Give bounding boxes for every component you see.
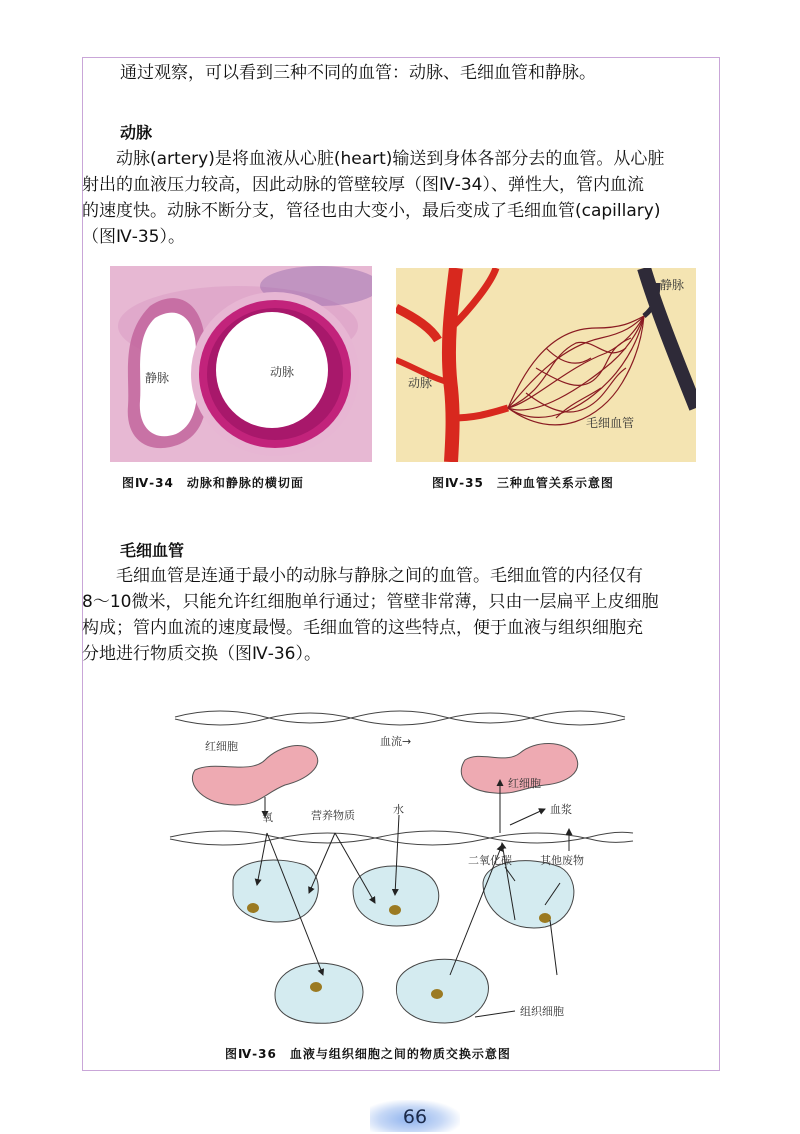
- text-line: 的速度快。动脉不断分支，管径也由大变小，最后变成了毛细血管(capillary): [82, 201, 661, 221]
- figure-36-caption: 图Ⅳ-36 血液与组织细胞之间的物质交换示意图: [225, 1047, 511, 1061]
- label-artery: 动脉: [270, 365, 295, 379]
- label-flow: 血流→: [380, 735, 412, 748]
- text-line: 动脉(artery)是将血液从心脏(heart)输送到身体各部分去的血管。从心脏: [82, 149, 665, 169]
- text-line: 毛细血管是连通于最小的动脉与静脉之间的血管。毛细血管的内径仅有: [82, 566, 643, 586]
- figure-34-caption: 图Ⅳ-34 动脉和静脉的横切面: [122, 476, 304, 490]
- page-number: 66: [370, 1100, 460, 1132]
- capillary-paragraph: [82, 563, 722, 667]
- text-line: 8～10微米，只能允许红细胞单行通过；管壁非常薄，只由一层扁平上皮细胞: [82, 592, 659, 612]
- text-line: 分地进行物质交换（图Ⅳ-36）。: [82, 644, 321, 664]
- figure-36-diagram: [165, 705, 640, 1035]
- intro-paragraph: 通过观察，可以看到三种不同的血管：动脉、毛细血管和静脉。: [120, 63, 596, 83]
- label-vein: 静脉: [660, 278, 685, 292]
- label-tissue-cell: 组织细胞: [520, 1005, 564, 1018]
- figure-35-caption: 图Ⅳ-35 三种血管关系示意图: [432, 476, 614, 490]
- label-rbc-right: 红细胞: [508, 777, 541, 790]
- label-co2: 二氧化碳: [468, 854, 512, 867]
- label-water: 水: [393, 803, 404, 816]
- figure-34-micrograph: [110, 266, 372, 462]
- text-line: 射出的血液压力较高，因此动脉的管壁较厚（图Ⅳ-34）、弹性大，管内血流: [82, 175, 644, 195]
- heading-capillary: 毛细血管: [120, 541, 185, 560]
- label-artery: 动脉: [408, 376, 433, 390]
- text-line: 构成；管内血流的速度最慢。毛细血管的这些特点，便于血液与组织细胞充: [82, 618, 643, 638]
- label-capillary: 毛细血管: [586, 416, 635, 430]
- label-rbc-left: 红细胞: [205, 740, 238, 753]
- label-waste: 其他废物: [540, 854, 584, 867]
- label-plasma: 血浆: [550, 803, 572, 816]
- text-line: （图Ⅳ-35）。: [82, 227, 185, 247]
- label-vein: 静脉: [145, 371, 170, 385]
- figure-35-diagram: [396, 268, 696, 462]
- artery-paragraph: [82, 146, 722, 250]
- label-nutrients: 营养物质: [311, 809, 355, 822]
- heading-artery: 动脉: [120, 123, 153, 142]
- label-oxygen: 氧: [262, 811, 273, 824]
